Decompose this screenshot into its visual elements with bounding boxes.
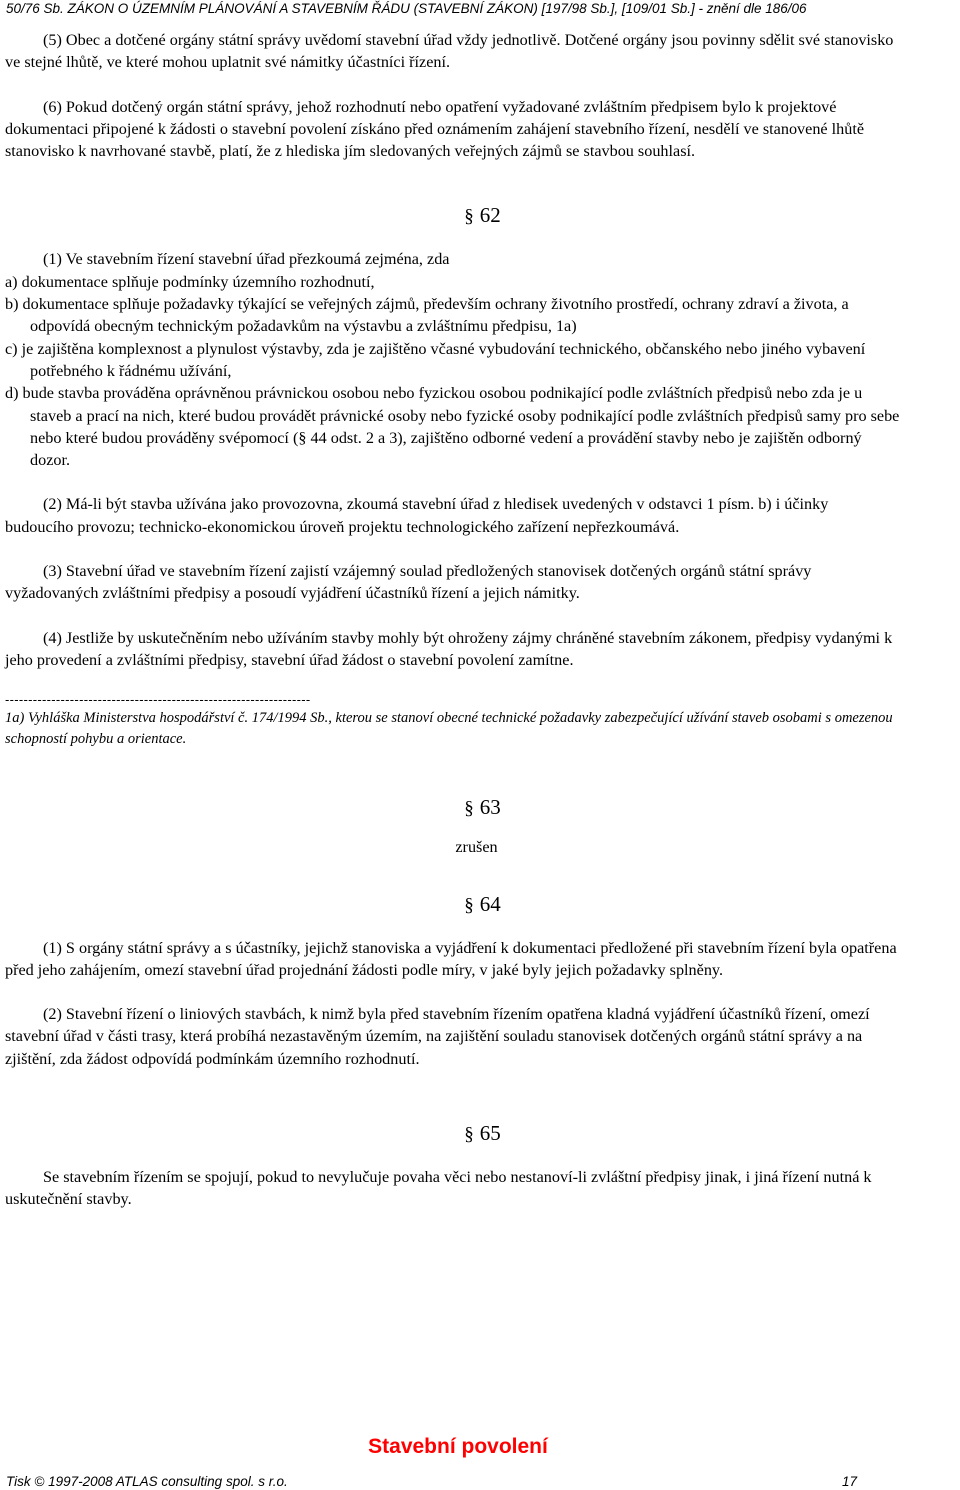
paragraph-61-5: (5) Obec a dotčené orgány státní správy uvědomí stavební úřad vždy jednotlivě. Dotčené orgány jsou povinny sdělit své stanovisko ve stejné lhůtě, ve které mohou uplatnit své námitky účastníci řízení. [5,31,894,72]
section-heading-63 [5,794,900,822]
list-item-d: d) bude stavba prováděna oprávněnou právnickou osobou nebo fyzickou osobou podnikající podle zvláštních předpisů nebo zda je u staveb a prací na nich, které budou provádět právnické osoby nebo fyzické osoby podnikající podle zvláštních předpisů samy pro sebe nebo které budou prováděny svépomocí (§ 44 odst. 2 a 3), zajištěno odborné vedení a provádění stavby nebo je zajištěn odborný dozor. [5,384,900,470]
paragraph-62-2: (2) Má-li být stavba užívána jako provozovna, zkoumá stavební úřad z hledisek uvedených v odstavci 1 písm. b) i účinky budoucího provozu; technicko-ekonomickou úroveň projektu technologického zařízení nepřezkoumává. [5,495,829,536]
page-number: 17 [842,1474,858,1489]
section-heading-62 [5,202,900,230]
section-sign: § [464,1124,474,1146]
chapter-title [0,1434,960,1460]
section-number: 63 [479,795,501,820]
section-sign: § [464,798,474,820]
running-header: 50/76 Sb. ZÁKON O ÚZEMNÍM PLÁNOVÁNÍ A STAVEBNÍM ŘÁDU (STAVEBNÍ ZÁKON) [197/98 Sb.], [109/01 Sb.] - znění dle 186/06 [6,1,807,16]
footnote-text: , kterou se stanoví obecné technické požadavky zabezpečující užívání staveb osobami s omezenou schopností pohybu a orientace. [5,710,893,748]
paragraph-65-1: Se stavebním řízením se spojují, pokud to nevylučuje povaha věci nebo nestanoví-li zvláštní předpisy jinak, i jiná řízení nutná k uskutečnění stavby. [5,1168,872,1209]
page-footer [6,1474,954,1490]
section-sign: § [464,894,474,916]
section-heading-64 [5,891,900,919]
paragraph-62-3: (3) Stavební úřad ve stavebním řízení zajistí vzájemný soulad předložených stanovisek dotčených orgánů státní správy vyžadovaných zvláštními předpisy a posoudí vyjádření účastníků řízení a jejich námitky. [5,562,812,603]
paragraph-64-2: (2) Stavební řízení o liniových stavbách, k nimž byla před stavebním řízením opatřena kladná vyjádření účastníků řízení, omezí stavební úřad v části trasy, která probíhá nezastavěným územím, na zajištění souladu stanovisek dotčených orgánů státní správy a na zjištění, zda žádost odpovídá podmínkám územního rozhodnutí. [5,1005,870,1068]
section-number: 62 [479,203,501,228]
section-number: 64 [479,891,501,916]
list-item-b: b) dokumentace splňuje požadavky týkající se veřejných zájmů, především ochrany životního prostředí, ochrany zdraví a života, a odpovídá obecným technickým požadavkům na výstavbu a zvláštnímu předpisu, 1a) [5,295,849,336]
section-number: 65 [479,1121,501,1146]
paragraph-62-4: (4) Jestliže by uskutečněním nebo užíváním stavby mohly být ohroženy zájmy chráněné stavebním zákonem, předpisy vydanými k jeho provedení a zvláštními předpisy, stavební úřad žádost o stavební povolení zamítne. [5,628,893,669]
footer-copyright: Tisk © 1997-2008 ATLAS consulting spol. s r.o. [6,1474,288,1489]
footnote-reference: 1a) Vyhláška Ministerstva hospodářství č. 174/1994 Sb. [5,710,329,727]
section-sign: § [464,206,474,228]
footnote-separator: ------------------------------------------------------------------ [5,692,311,708]
chapter-title-text: Stavební povolení [368,1435,548,1458]
list-item-c: c) je zajištěna komplexnost a plynulost výstavby, zda je zajištěno včasné vybudování technického, občanského nebo jiného vybavení potřebného k řádnému užívání, [5,339,866,380]
document-body [5,29,900,1211]
section-63-repealed: zrušen [455,838,498,857]
footnote-1a [5,708,900,750]
section-heading-65 [5,1120,900,1148]
paragraph-64-1: (1) S orgány státní správy a s účastníky, jejichž stanoviska a vyjádření k dokumentaci předložené při stavebním řízení byla opatřena před jeho zahájením, omezí stavební úřad projednání žádosti podle míry, v jaké byly jejich požadavky splněny. [5,938,897,979]
paragraph-61-6: (6) Pokud dotčený orgán státní správy, jehož rozhodnutí nebo opatření vyžadované zvláštním předpisem bylo k projektové dokumentaci připojené k žádosti o stavební povolení získáno před oznámením zahájení stavebního řízení, nesdělí ve stanovené lhůtě stanovisko k navrhované stavbě, platí, že z hlediska jím sledovaných veřejných zájmů se stavbou souhlasí. [5,97,865,161]
list-item-a: a) dokumentace splňuje podmínky územního rozhodnutí, [5,272,375,291]
paragraph-62-1-intro: (1) Ve stavebním řízení stavební úřad přezkoumá zejména, zda [43,250,450,269]
